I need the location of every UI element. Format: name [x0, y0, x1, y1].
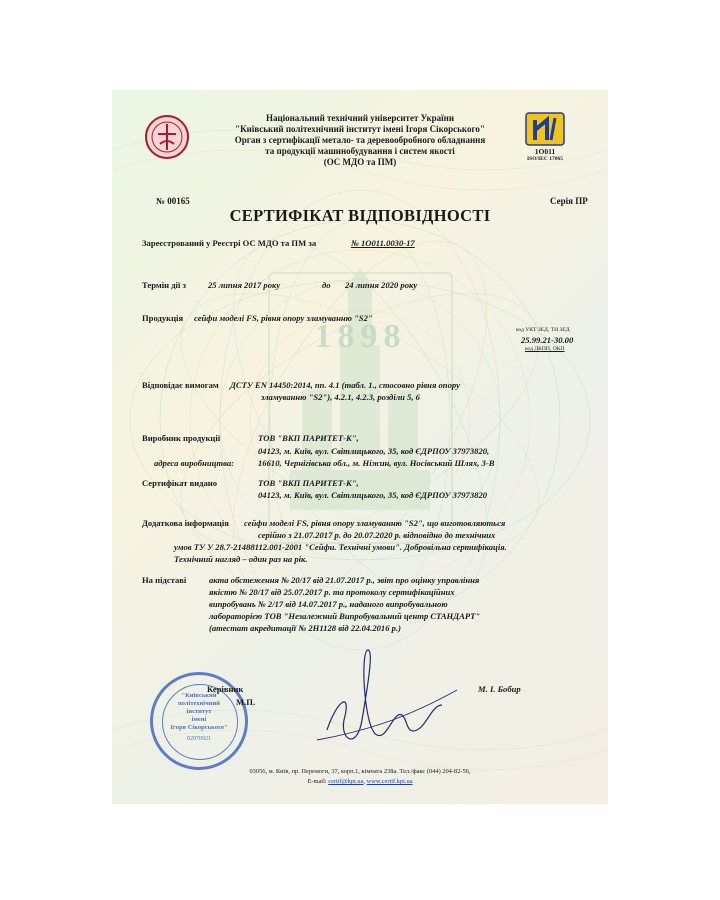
basis-line-5: (атестат акредитації № 2Н1128 від 22.04.2016 р.) [209, 623, 401, 633]
accreditation-logo-icon [525, 112, 565, 146]
additional-line-1: сейфи моделі FS, рівня опору зламуванню "S2", що виготовляються [244, 518, 506, 528]
issued-label: Сертифікат видано [142, 478, 218, 488]
stamp-line-2: політехнічний [177, 700, 220, 707]
stamp-line-6: 02070921 [187, 736, 211, 742]
additional-line-4: Технічний нагляд – один раз на рік. [174, 554, 308, 564]
stamp-line-1: "Київський [181, 692, 217, 699]
footer-web-link[interactable]: www.certif.kpi.ua [366, 778, 413, 785]
watermark-year: 1898 [314, 318, 407, 355]
conforms-line-1: ДСТУ EN 14450:2014, пп. 4.1 (табл. 1., стосовно рівня опору [230, 380, 460, 390]
footer-email-link[interactable]: certif@kpi.ua [328, 778, 364, 785]
header-line-3: Орган з сертифікації метало- та деревообробного обладнання [234, 135, 486, 145]
head-label: Керівник [207, 684, 244, 694]
header-line-4: та продукції машинобудування і систем якості [265, 146, 455, 156]
production-address-label: адреса виробництва: [154, 458, 235, 468]
header-line-2: "Київський політехнічний інститут імені Ігоря Сікорського" [235, 124, 485, 134]
certificate-series: Серія ПР [550, 196, 588, 206]
stamp-line-4: імені [191, 716, 207, 723]
basis-line-2: якістю № 20/17 від 25.07.2017 р. та протоколу сертифікаційних [209, 587, 455, 597]
validity-label: Термін дії з [142, 280, 186, 290]
production-address-value: 16610, Чернігівська обл., м. Ніжин, вул. Носівський Шлях, 3-В [258, 458, 495, 468]
additional-line-2: серійно з 21.07.2017 р. до 20.07.2020 р. відповідно до технічних [258, 530, 496, 540]
certificate-title: СЕРТИФІКАТ ВІДПОВІДНОСТІ [229, 206, 491, 225]
issued-address: 04123, м. Київ, вул. Світлицького, 35, код ЄДРПОУ 37973820 [258, 490, 488, 500]
certificate-sheet [112, 90, 608, 804]
registered-label: Зареєстрований у Реєстрі ОС МДО та ПМ за [142, 238, 317, 248]
manufacturer-name: ТОВ "ВКП ПАРИТЕТ-К", [258, 433, 359, 443]
certificate-number: № 00165 [156, 196, 190, 206]
basis-line-3: випробувань № 2/17 від 14.07.2017 р., наданого випробувальною [209, 599, 448, 609]
footer-address: 03056, м. Київ, пр. Перемоги, 37, корп.1, кімната 238а. Тел./факс (044) 204-82-56, [249, 768, 471, 775]
code-line-3: код ДКПП, ОКП [525, 346, 565, 352]
validity-to: 24 липня 2020 року [345, 280, 418, 290]
basis-line-4: лабораторією ТОВ "Незалежний Випробувальний центр СТАНДАРТ" [209, 611, 481, 621]
header-line-1: Національний технічний університет України [265, 113, 455, 123]
footer-contacts: E-mail: certif@kpi.ua, www.certif.kpi.ua [307, 778, 413, 785]
issued-name: ТОВ "ВКП ПАРИТЕТ-К", [258, 478, 359, 488]
conforms-label: Відповідає вимогам [142, 380, 219, 390]
stamp-line-5: Ігоря Сікорського" [170, 724, 228, 731]
stamp-line-3: інститут [186, 708, 212, 715]
additional-line-3: умов ТУ У 28.7-21488112.001-2001 "Сейфи. Технічні умови". Добровільна сертифікація. [174, 542, 507, 552]
basis-line-1: акта обстеження № 20/17 від 21.07.2017 р., звіт про оцінку управління [209, 575, 480, 585]
code-line-1: код УКТ ЗЕД, ТН ЗЕД [516, 327, 570, 333]
validity-from: 25 липня 2017 року [208, 280, 281, 290]
product-label: Продукція [142, 313, 184, 323]
registered-value: № 1О011.0030-17 [351, 238, 415, 248]
badge-line-1: 1О011 [534, 147, 556, 156]
conforms-line-2: зламуванню "S2"), 4.2.1, 4.2.3, розділи 5, 6 [261, 392, 420, 402]
footer-email-label: E-mail: [307, 778, 327, 785]
product-value: сейфи моделі FS, рівня опору зламуванню "S2" [194, 313, 373, 323]
head-name: М. І. Бобир [478, 684, 521, 694]
additional-label: Додаткова інформація [142, 518, 229, 528]
header-line-5: (ОС МДО та ПМ) [323, 157, 397, 167]
basis-label: На підставі [142, 575, 187, 585]
manufacturer-address: 04123, м. Київ, вул. Світлицького, 35, код ЄДРПОУ 37973820, [258, 446, 490, 456]
badge-line-2: ISO/IEC 17065 [527, 156, 563, 162]
stamp-mp: М.П. [236, 697, 256, 707]
code-value: 25.99.21-30.00 [521, 335, 574, 345]
validity-to-label: до [322, 280, 331, 290]
manufacturer-label: Виробник продукції [142, 433, 221, 443]
